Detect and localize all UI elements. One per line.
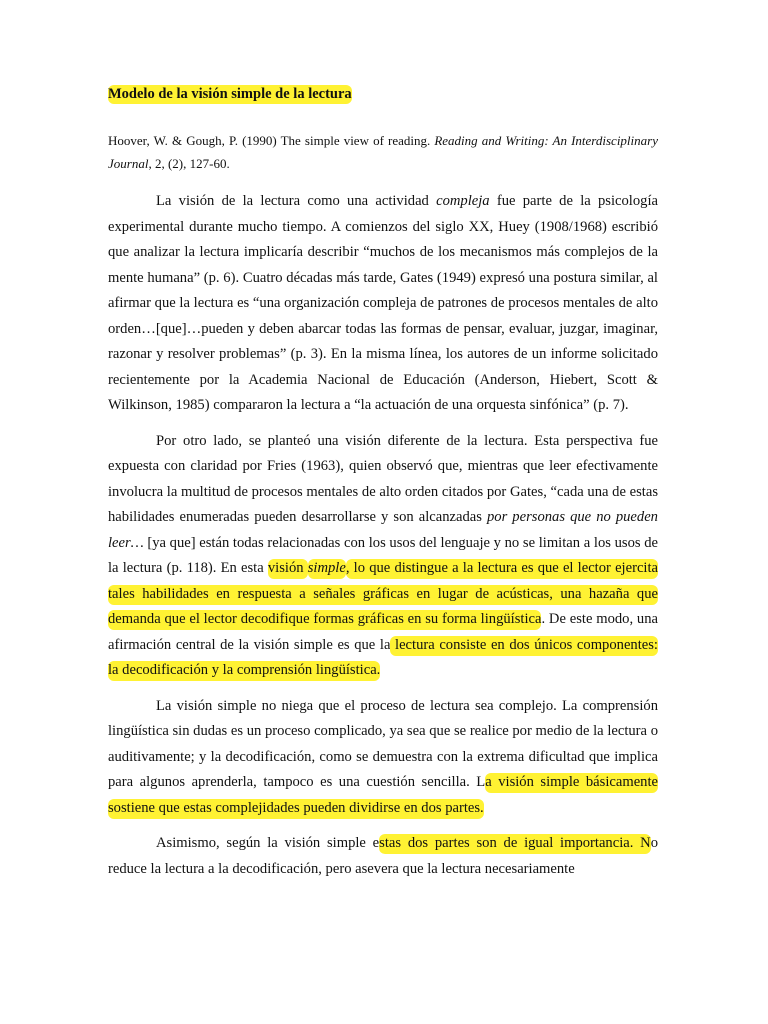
paragraph-emphasis: compleja [436, 193, 490, 209]
highlighted-text: a visión simple básicamente sostiene que estas complejidades pueden dividirse en dos partes. [108, 773, 658, 819]
paragraph-text: . De este modo, una afirmación central de la visión simple es que la [108, 611, 658, 653]
paragraph-4 [108, 831, 658, 882]
citation-details: , 2, (2), 127-60. [148, 156, 230, 171]
paragraph-text: La visión de la lectura como una actividad [156, 193, 437, 209]
paragraph-text: La visión simple no niega que el proceso de lectura sea complejo. La comprensión lingüística sin dudas es un proceso complicado, ya sea que se realice por medio de la lectura o auditivamente; y la decodificación, como se demuestra con la extrema dificultad que implica para algunos aprenderla, tampoco es una cuestión sencilla. L [108, 697, 658, 790]
paragraph-1 [108, 189, 658, 419]
paragraph-emphasis: por personas que no pueden leer… [108, 509, 658, 551]
paragraph-text: [ya que] están todas relacionadas con los usos del lenguaje y no se limitan a los usos de la lectura (p. 118). En esta [108, 534, 658, 576]
citation-journal: Reading and Writing: An Interdisciplinary Journal [108, 133, 658, 171]
paragraph-text: fue parte de la psicología experimental durante mucho tiempo. A comienzos del siglo XX, Huey (1908/1968) escribió que analizar la lectura implicaría describir “muchos de los mecanismos más complejos de la mente humana” (p. 6). Cuatro décadas más tarde, Gates (1949) expresó una postura similar, al afirmar que la lectura es “una organización compleja de patrones de procesos mentales de alto orden…[que]…pueden y deben abarcar todas las formas de pensar, evaluar, juzgar, imaginar, razonar y resolver problemas” (p. 3). En la misma línea, los autores de un informe solicitado recientemente por la Academia Nacional de Educación (Anderson, Hiebert, Scott & Wilkinson, 1985) compararon la lectura a “la actuación de una orquesta sinfónica” (p. 7). [108, 193, 658, 413]
highlighted-emphasis: simple [308, 559, 346, 579]
paragraph-text: Por otro lado, se planteó una visión diferente de la lectura. Esta perspectiva fue expuesta con claridad por Fries (1963), quien observó que, mientras que leer efectivamente involucra la multitud de procesos mentales de alto orden citados por Gates, “cada una de estas habilidades enumeradas pueden desarrollarse y son alcanzadas [108, 432, 658, 525]
highlighted-text: , lo que distingue a la lectura es que el lector ejercita tales habilidades en respuesta a señales gráficas en lugar de acústicas, una hazaña que demanda que el lector decodifique formas gráficas en su forma lingüística [108, 559, 658, 630]
highlighted-text: visión [268, 559, 308, 579]
highlighted-text: stas dos partes son de igual importancia. N [379, 834, 651, 854]
citation [108, 129, 658, 175]
document-page [108, 84, 658, 882]
document-title [108, 84, 658, 104]
paragraph-text: o reduce la lectura a la decodificación, pero asevera que la lectura necesariamente [108, 835, 658, 877]
citation-authors: Hoover, W. & Gough, P. (1990) The simple view of reading. [108, 133, 435, 148]
highlighted-text: lectura consiste en dos únicos componentes: la decodificación y la comprensión lingüística. [108, 636, 658, 682]
title-highlight: Modelo de la visión simple de la lectura [108, 86, 352, 102]
paragraph-2 [108, 429, 658, 684]
paragraph-text: Asimismo, según la visión simple e [156, 835, 380, 851]
paragraph-3 [108, 694, 658, 822]
